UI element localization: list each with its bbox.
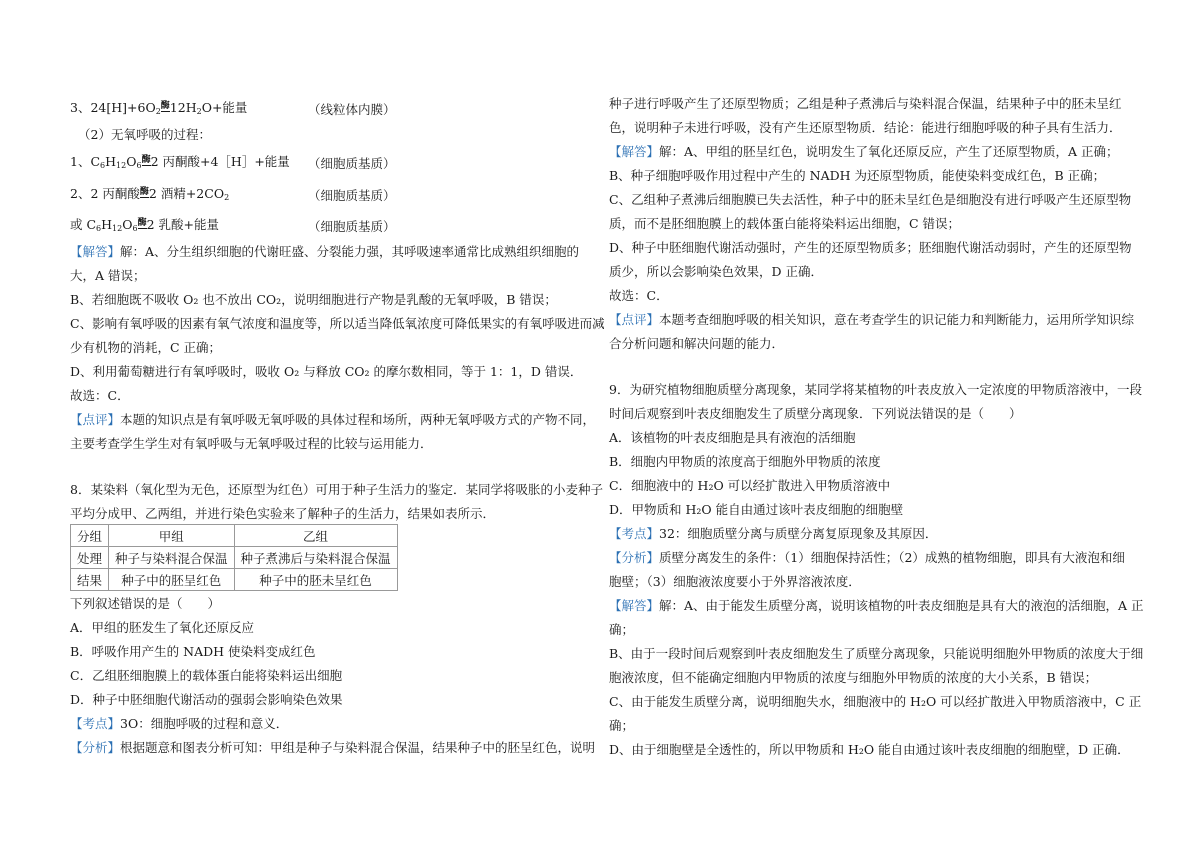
comment-line: 合分析问题和解决问题的能力．: [609, 336, 785, 351]
option-b: B．细胞内甲物质的浓度高于细胞外甲物质的浓度: [609, 454, 881, 469]
analysis-line: 胞壁；（3）细胞液浓度要小于外界溶液浓度．: [609, 574, 861, 589]
knowledge-point-tag: 【考点】: [70, 716, 121, 731]
text-line: 色，说明种子未进行呼吸，没有产生还原型物质．结论：能进行细胞呼吸的种子具有生活力．: [609, 120, 1122, 135]
answer-line: 质，而不是胚细胞膜上的载体蛋白能将染料运出细胞，C 错误；: [609, 216, 961, 231]
table-row: [71, 569, 398, 591]
answer-line: D、种子中胚细胞代谢活动强时，产生的还原型物质多；胚细胞代谢活动弱时，产生的还原型物: [609, 240, 1132, 255]
answer-line: 【解答】解：A、分生组织细胞的代谢旺盛、分裂能力强，其呼吸速率通常比成熟组织细胞的: [70, 244, 580, 259]
answer-line: C、乙组种子煮沸后细胞膜已失去活性，种子中的胚未呈红色是细胞没有进行呼吸产生还原型物: [609, 192, 1132, 207]
anaerobic-title: （2）无氧呼吸的过程：: [78, 127, 211, 142]
analysis-tag: 【分析】: [609, 550, 660, 565]
answer-line: 胞液浓度，但不能确定细胞内甲物质的浓度与细胞外甲物质的浓度的大小关系，B 错误；: [609, 670, 1098, 685]
question-8-stem: 平均分成甲、乙两组，并进行染色实验来了解种子的生活力，结果如表所示．: [70, 506, 496, 521]
analysis-line: 【分析】质壁分离发生的条件：（1）细胞保持活性；（2）成熟的植物细胞，即具有大液泡和细: [609, 550, 1125, 565]
answer-line: 故选：C．: [609, 288, 669, 303]
table-row: [71, 525, 398, 547]
comment-tag: 【点评】: [70, 412, 121, 427]
analysis-tag: 【分析】: [70, 740, 121, 755]
answer-line: B、由于一段时间后观察到叶表皮细胞发生了质壁分离现象，只能说明细胞外甲物质的浓度大于细: [609, 646, 1144, 661]
option-d: D．种子中胚细胞代谢活动的强弱会影响染色效果: [70, 692, 343, 707]
question-9-stem: 时间后观察到叶表皮细胞发生了质壁分离现象．下列说法错误的是（ ）: [609, 406, 1022, 421]
answer-line: 质少，所以会影响染色效果，D 正确．: [609, 264, 823, 279]
aerobic-equation-step3: 3、$24[H]+6O_2$酶$12H_2O+$能量: [70, 100, 248, 116]
site-note: （细胞质基质）: [308, 219, 396, 234]
anaerobic-equation-step1: 1、$C_6H_{12}O_6$酶2 丙酮酸+4［H］+能量: [70, 154, 290, 170]
option-c: C．乙组胚细胞膜上的载体蛋白能将染料运出细胞: [70, 668, 343, 683]
enzyme-label: 酶: [137, 218, 147, 228]
answer-line: 确；: [609, 622, 635, 637]
answer-line: 【解答】解：A、由于能发生质壁分离，说明该植物的叶表皮细胞是具有大的液泡的活细胞，A 正: [609, 598, 1144, 613]
table-cell: 种子煮沸后与染料混合保温: [234, 547, 397, 569]
comment-tag: 【点评】: [609, 312, 660, 327]
question-9-stem: 9．为研究植物细胞质壁分离现象，某同学将某植物的叶表皮放入一定浓度的甲物质溶液中，一段: [609, 382, 1142, 397]
table-cell: 甲组: [109, 525, 235, 547]
comment-line: 【点评】本题考查细胞呼吸的相关知识，意在考查学生的识记能力和判断能力，运用所学知识综: [609, 312, 1135, 327]
site-note: （细胞质基质）: [308, 188, 396, 203]
answer-line: 少有机物的消耗，C 正确；: [70, 340, 222, 355]
answer-line: 确；: [609, 718, 635, 733]
site-note: （线粒体内膜）: [308, 102, 396, 117]
enzyme-label: 酶: [139, 187, 149, 197]
option-a: A．该植物的叶表皮细胞是具有液泡的活细胞: [609, 430, 856, 445]
results-table: [70, 524, 398, 591]
site-note: （细胞质基质）: [308, 156, 396, 171]
anaerobic-equation-alt: 或 $C_6H_{12}O_6$酶2 乳酸+能量: [70, 217, 219, 233]
table-cell: 种子中的胚未呈红色: [234, 569, 397, 591]
answer-tag: 【解答】: [609, 144, 660, 159]
answer-line: C、影响有氧呼吸的因素有氧气浓度和温度等，所以适当降低氧浓度可降低果实的有氧呼吸进而减: [70, 316, 605, 331]
table-cell: 分组: [71, 525, 109, 547]
option-b: B．呼吸作用产生的 NADH 使染料变成红色: [70, 644, 316, 659]
knowledge-point-line: 【考点】32：细胞质壁分离与质壁分离复原现象及其原因．: [609, 526, 938, 541]
answer-line: D、利用葡萄糖进行有氧呼吸时，吸收 O₂ 与释放 CO₂ 的摩尔数相同，等于 1：1，D 错误．: [70, 364, 583, 379]
knowledge-point-line: 【考点】3O：细胞呼吸的过程和意义．: [70, 716, 289, 731]
table-cell: 处理: [71, 547, 109, 569]
text-line: 种子进行呼吸产生了还原型物质；乙组是种子煮沸后与染料混合保温，结果种子中的胚未呈红: [609, 96, 1122, 111]
option-c: C．细胞液中的 H₂O 可以经扩散进入甲物质溶液中: [609, 478, 891, 493]
answer-line: 【解答】解：A、甲组的胚呈红色，说明发生了氧化还原反应，产生了还原型物质，A 正确；: [609, 144, 1119, 159]
table-cell: 结果: [71, 569, 109, 591]
answer-tag: 【解答】: [70, 244, 121, 259]
answer-line: 故选：C．: [70, 388, 130, 403]
enzyme-label: 酶: [160, 101, 170, 111]
answer-line: C、由于能发生质壁分离，说明细胞失水，细胞液中的 H₂O 可以经扩散进入甲物质溶液中，C 正: [609, 694, 1142, 709]
option-d: D．甲物质和 H₂O 能自由通过该叶表皮细胞的细胞壁: [609, 502, 904, 517]
comment-line: 【点评】本题的知识点是有氧呼吸无氧呼吸的具体过程和场所，两种无氧呼吸方式的产物不同，: [70, 412, 596, 427]
option-a: A．甲组的胚发生了氧化还原反应: [70, 620, 255, 635]
answer-line: B、种子细胞呼吸作用过程中产生的 NADH 为还原型物质，能使染料变成红色，B 正确；: [609, 168, 1106, 183]
question-8-stem: 8．某染料（氧化型为无色，还原型为红色）可用于种子生活力的鉴定．某同学将吸胀的小麦种子: [70, 482, 603, 497]
knowledge-point-tag: 【考点】: [609, 526, 660, 541]
analysis-line: 【分析】根据题意和图表分析可知：甲组是种子与染料混合保温，结果种子中的胚呈红色，说明: [70, 740, 596, 755]
answer-line: B、若细胞既不吸收 O₂ 也不放出 CO₂，说明细胞进行产物是乳酸的无氧呼吸，B 错误；: [70, 292, 557, 307]
answer-tag: 【解答】: [609, 598, 660, 613]
anaerobic-equation-step2: 2、2 丙酮酸酶2 酒精$+2CO_2$: [70, 186, 230, 202]
answer-line: D、由于细胞壁是全透性的，所以甲物质和 H₂O 能自由通过该叶表皮细胞的细胞壁，D 正确．: [609, 742, 1130, 757]
question-prompt: 下列叙述错误的是（ ）: [70, 596, 221, 611]
enzyme-label: 酶: [141, 155, 151, 165]
table-cell: 种子与染料混合保温: [109, 547, 235, 569]
table-cell: 种子中的胚呈红色: [109, 569, 235, 591]
answer-line: 大，A 错误；: [70, 268, 146, 283]
table-cell: 乙组: [234, 525, 397, 547]
comment-line: 主要考查学生学生对有氧呼吸与无氧呼吸过程的比较与运用能力．: [70, 436, 433, 451]
table-row: [71, 547, 398, 569]
